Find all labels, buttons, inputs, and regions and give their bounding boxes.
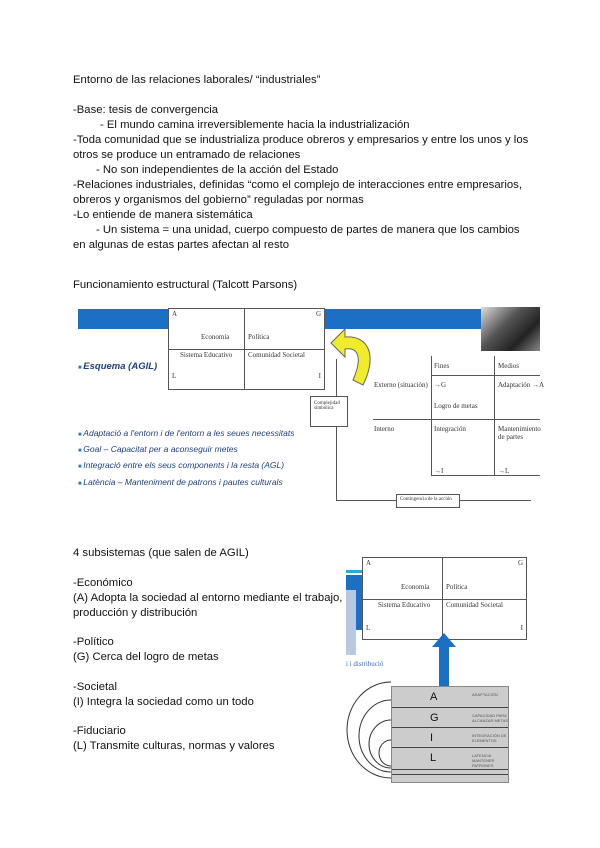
nested-arcs-icon <box>345 680 395 780</box>
text-line: - El mundo camina irreversiblemente hacia la industrialización <box>100 119 410 131</box>
bullet: ■ Adaptació a l'entorn i de l'entorn a les seues necessitats <box>78 428 294 438</box>
text-line: -Toda comunidad que se industrializa produce obreros y empresarios y entre los unos y los <box>73 134 529 146</box>
subsystem-head: -Económico <box>73 577 133 589</box>
bullet: ■ Goal – Capacitat per a aconseguir metes <box>78 444 238 454</box>
parsons-figure: A G Economía Política Sistema Educativo Comunidad Societal L I ■ Esquema (AGIL) ■ Adaptació a l'entorn i de l'entorn a les seues necessitats ■ Goal – Capacitat per a aconseguir metes ■ Integració entre els seus components i la resta (AGL) ■ Latència – Manteniment de patrons i pautes culturals Complejidad simbólica Contingencia de la acción Fines Medios Externo (situación) →G Logro de metas Adaptación →A Interno Integración →I Mantenimiento de partes →L <box>78 307 540 514</box>
complejidad-label: Complejidad simbólica <box>310 396 348 427</box>
bullet: ■ Latència – Manteniment de patrons i pautes culturals <box>78 477 283 487</box>
subsystem-body: (L) Transmite culturas, normas y valores <box>73 740 275 752</box>
section-title: Funcionamiento estructural (Talcott Parsons) <box>73 279 298 291</box>
section-title: 4 subsistemas (que salen de AGIL) <box>73 547 249 559</box>
subsystem-head: -Político <box>73 636 114 648</box>
text-line: - No son independientes de la acción del Estado <box>96 164 339 176</box>
bullet: ■ Esquema (AGIL) <box>78 361 157 372</box>
section-title: Entorno de las relaciones laborales/ “industriales” <box>73 74 321 86</box>
subsystem-body: (I) Integra la sociedad como un todo <box>73 696 254 708</box>
agil-grid: A G Economía Política Sistema Educativo Comunidad Societal L I <box>362 557 527 640</box>
bullet: ■ Integració entre els seus components i la resta (AGL) <box>78 460 284 470</box>
agil-figure-2: i i distribució A G Economía Política Sistema Educativo Comunidad Societal L I A ADAPTACIÓN G CAPACIDAD PARA ALCANZAR METAS I INTEGRACIÓN DE ELEMENTOS L LATENCIA MANTENER PATRONES <box>310 555 550 785</box>
blue-arrow-icon <box>432 633 456 693</box>
text-line: otros se produce un entramado de relaciones <box>73 149 301 161</box>
text-line: en algunas de estas partes afectan al resto <box>73 239 290 251</box>
subsystem-body: (G) Cerca del logro de metas <box>73 651 219 663</box>
portrait-photo <box>481 307 540 351</box>
subsystem-head: -Fiduciario <box>73 725 126 737</box>
subsystem-body: producción y distribución <box>73 607 198 619</box>
text-line: -Base: tesis de convergencia <box>73 104 219 116</box>
subsystem-head: -Societal <box>73 681 117 693</box>
agil-stack: A ADAPTACIÓN G CAPACIDAD PARA ALCANZAR METAS I INTEGRACIÓN DE ELEMENTOS L LATENCIA MANTENER PATRONES <box>391 686 509 783</box>
text-line: obreros y organismos del gobierno” reguladas por normas <box>73 194 364 206</box>
text-line: -Relaciones industriales, definidas “como el complejo de interacciones entre empresarios, <box>73 179 522 191</box>
subsystem-body: (A) Adopta la sociedad al entorno mediante el trabajo, <box>73 592 343 604</box>
text-line: -Lo entiende de manera sistemática <box>73 209 253 221</box>
text-line: - Un sistema = una unidad, cuerpo compuesto de partes de manera que los cambios <box>96 224 520 236</box>
agil-grid: A G Economía Política Sistema Educativo Comunidad Societal L I <box>168 308 325 390</box>
